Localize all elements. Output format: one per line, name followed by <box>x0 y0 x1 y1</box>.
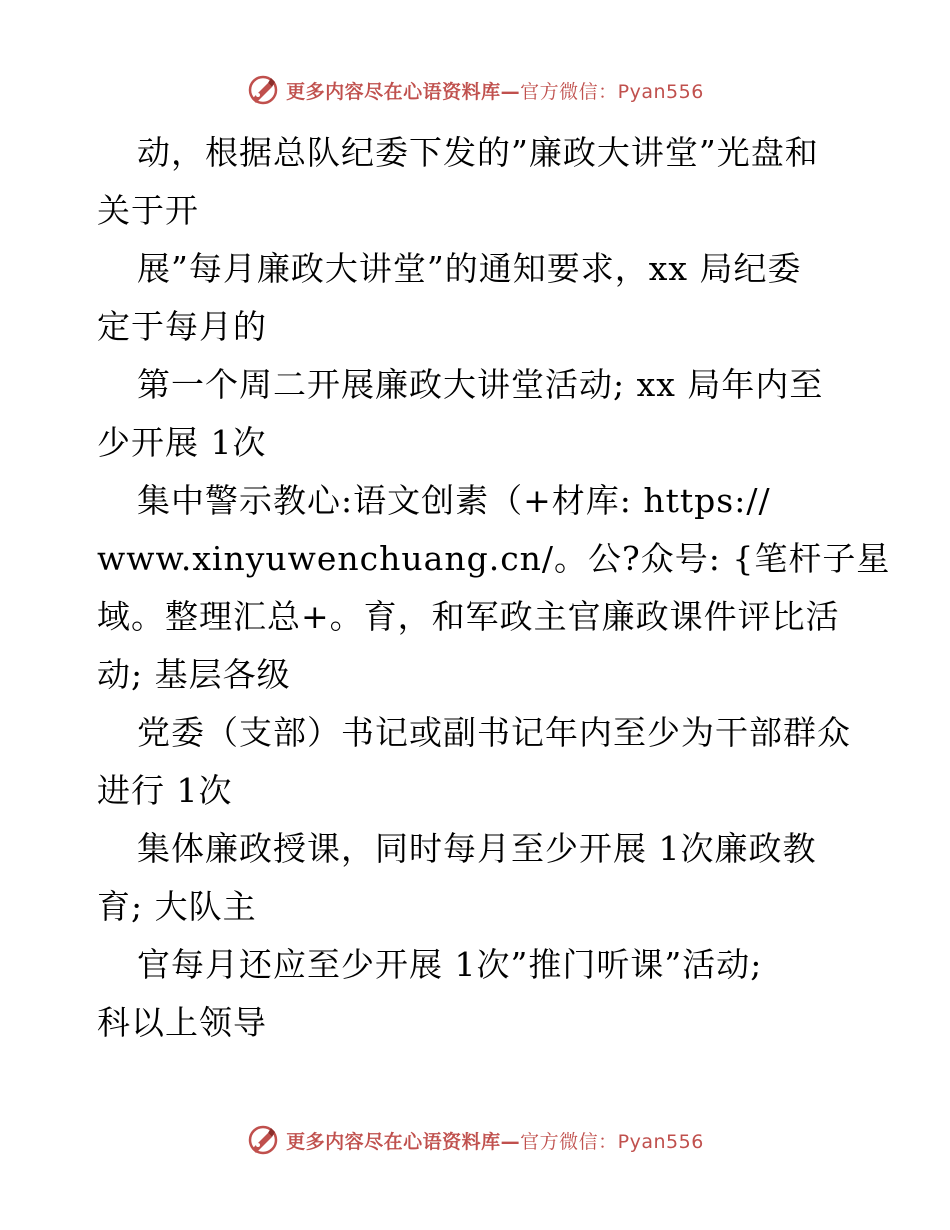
header-watermark-banner <box>0 72 950 108</box>
body-line: 关于开 <box>97 191 199 230</box>
body-line: 展”每月廉政大讲堂”的通知要求，xx 局纪委 <box>137 249 802 288</box>
pen-logo-icon <box>246 73 280 107</box>
footer-watermark-text: 更多内容尽在心语资料库—官方微信：Pyan556 <box>286 1130 704 1153</box>
body-line: 科以上领导 <box>97 1003 267 1042</box>
body-line: 少开展 1次 <box>97 423 267 462</box>
body-line: 进行 1次 <box>97 771 233 810</box>
body-line: 动，根据总队纪委下发的”廉政大讲堂”光盘和 <box>137 133 819 172</box>
pen-logo-icon <box>246 1123 280 1157</box>
body-line: 定于每月的 <box>97 307 267 346</box>
body-line: 域。整理汇总+。育，和军政主官廉政课件评比活 <box>97 597 840 636</box>
body-line: 集体廉政授课，同时每月至少开展 1次廉政教 <box>137 829 817 868</box>
body-line: 官每月还应至少开展 1次”推门听课”活动; <box>137 945 763 984</box>
header-wechat-id: 官方微信：Pyan556 <box>520 80 704 103</box>
body-line: 动; 基层各级 <box>97 655 291 694</box>
body-line: www.xinyuwenchuang.cn/。公?众号: {笔杆子星 <box>97 539 891 578</box>
body-line: 育; 大队主 <box>97 887 257 926</box>
body-line: 集中警示教心:语文创素（+材库: https:// <box>137 481 771 520</box>
footer-wechat-id: 官方微信：Pyan556 <box>520 1130 704 1153</box>
body-line: 第一个周二开展廉政大讲堂活动; xx 局年内至 <box>137 365 824 404</box>
footer-watermark-banner <box>0 1122 950 1158</box>
document-body <box>97 124 891 1052</box>
header-watermark-text: 更多内容尽在心语资料库—官方微信：Pyan556 <box>286 80 704 103</box>
body-line: 党委（支部）书记或副书记年内至少为干部群众 <box>137 713 851 752</box>
